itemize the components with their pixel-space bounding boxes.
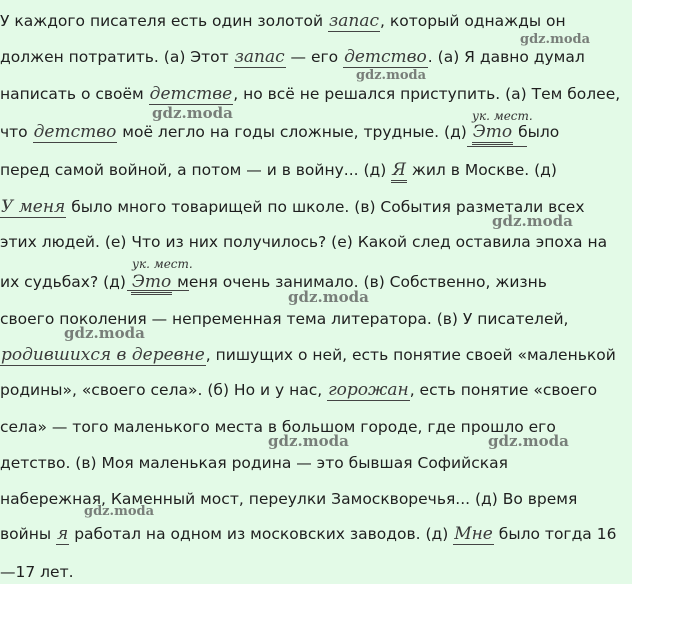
text-line xyxy=(0,345,616,365)
text-fragment: родины», «своего села». (б) Но и у нас, xyxy=(0,381,328,399)
underlined-word: детстве xyxy=(149,84,233,104)
text-fragment: , есть понятие «своего xyxy=(409,381,598,399)
annotation-uk-mest: ук. мест. xyxy=(472,109,533,123)
text-fragment: , но всё не решался приступить. (а) Тем более, xyxy=(233,85,621,103)
watermark: gdz.moda xyxy=(488,432,569,450)
text-fragment: моё легло на годы сложные, трудные. (д) xyxy=(117,123,472,141)
text-line xyxy=(0,562,74,582)
text-line xyxy=(0,524,616,544)
underlined-word: запас xyxy=(234,47,285,67)
text-fragment: было xyxy=(513,123,560,141)
watermark: gdz.moda xyxy=(84,504,155,519)
underlined-word: Мне xyxy=(454,524,493,544)
text-fragment: написать о своём xyxy=(0,85,149,103)
text-fragment: меня очень занимало. (в) Собственно, жизнь xyxy=(172,273,547,291)
underlined-word: я xyxy=(57,524,69,544)
text-fragment: — его xyxy=(285,48,344,66)
text-line xyxy=(0,453,508,473)
annotation-uk-mest: ук. мест. xyxy=(132,257,193,271)
subject-word: Это xyxy=(131,272,172,295)
text-fragment: было много товарищей по школе. (в) События разметали всех xyxy=(66,198,585,216)
watermark: gdz.moda xyxy=(268,432,349,450)
underlined-word: родившихся в деревне xyxy=(1,345,205,365)
blank-underline xyxy=(127,290,189,291)
blank-underline xyxy=(467,146,527,147)
text-line xyxy=(0,84,620,104)
subject-word: Это xyxy=(472,122,513,145)
text-line xyxy=(0,47,585,67)
underlined-word: детство xyxy=(344,47,427,67)
underlined-word: запас xyxy=(329,11,380,31)
text-fragment: набережная, Каменный мост, переулки Замоскворечья... (д) Во время xyxy=(0,490,578,508)
text-fragment: села» — того маленького места в большом городе, где прошло его xyxy=(0,418,556,436)
text-fragment: , который однажды он xyxy=(380,12,566,30)
text-fragment: их судьбах? (д) xyxy=(0,273,131,291)
text-fragment: У каждого писателя есть один золотой xyxy=(0,12,329,30)
text-line xyxy=(0,11,566,31)
text-fragment: —17 лет. xyxy=(0,563,74,581)
text-fragment: что xyxy=(0,123,33,141)
text-fragment: перед самой войной, а потом — и в войну... (д) xyxy=(0,161,392,179)
text-fragment: должен потратить. (а) Этот xyxy=(0,48,234,66)
watermark: gdz.moda xyxy=(356,68,427,83)
underlined-word: горожан xyxy=(328,380,409,400)
text-fragment: этих людей. (е) Что из них получилось? (е) Какой след оставила эпоха на xyxy=(0,233,608,251)
text-line xyxy=(0,160,557,180)
watermark: gdz.moda xyxy=(288,288,369,306)
subject-word: Я xyxy=(391,160,407,183)
text-fragment: детство. (в) Моя маленькая родина — это бывшая Софийская xyxy=(0,454,508,472)
text-fragment: работал на одном из московских заводов. (д) xyxy=(69,525,454,543)
text-line xyxy=(0,272,547,292)
watermark: gdz.moda xyxy=(152,104,233,122)
text-fragment: , пишущих о ней, есть понятие своей «маленькой xyxy=(205,346,616,364)
text-fragment: жил в Москве. (д) xyxy=(406,161,557,179)
text-fragment: было тогда 16 xyxy=(493,525,617,543)
text-fragment: . (а) Я давно думал xyxy=(427,48,585,66)
watermark: gdz.moda xyxy=(520,32,591,47)
text-fragment: своего поколения — непременная тема литератора. (в) У писателей, xyxy=(0,310,569,328)
watermark: gdz.moda xyxy=(492,212,573,230)
underlined-word: У меня xyxy=(1,197,66,217)
text-line xyxy=(0,122,559,142)
text-line xyxy=(0,380,597,400)
text-line xyxy=(0,232,607,252)
underlined-word: детство xyxy=(33,122,117,142)
text-fragment: войны xyxy=(0,525,56,543)
watermark: gdz.moda xyxy=(64,324,145,342)
